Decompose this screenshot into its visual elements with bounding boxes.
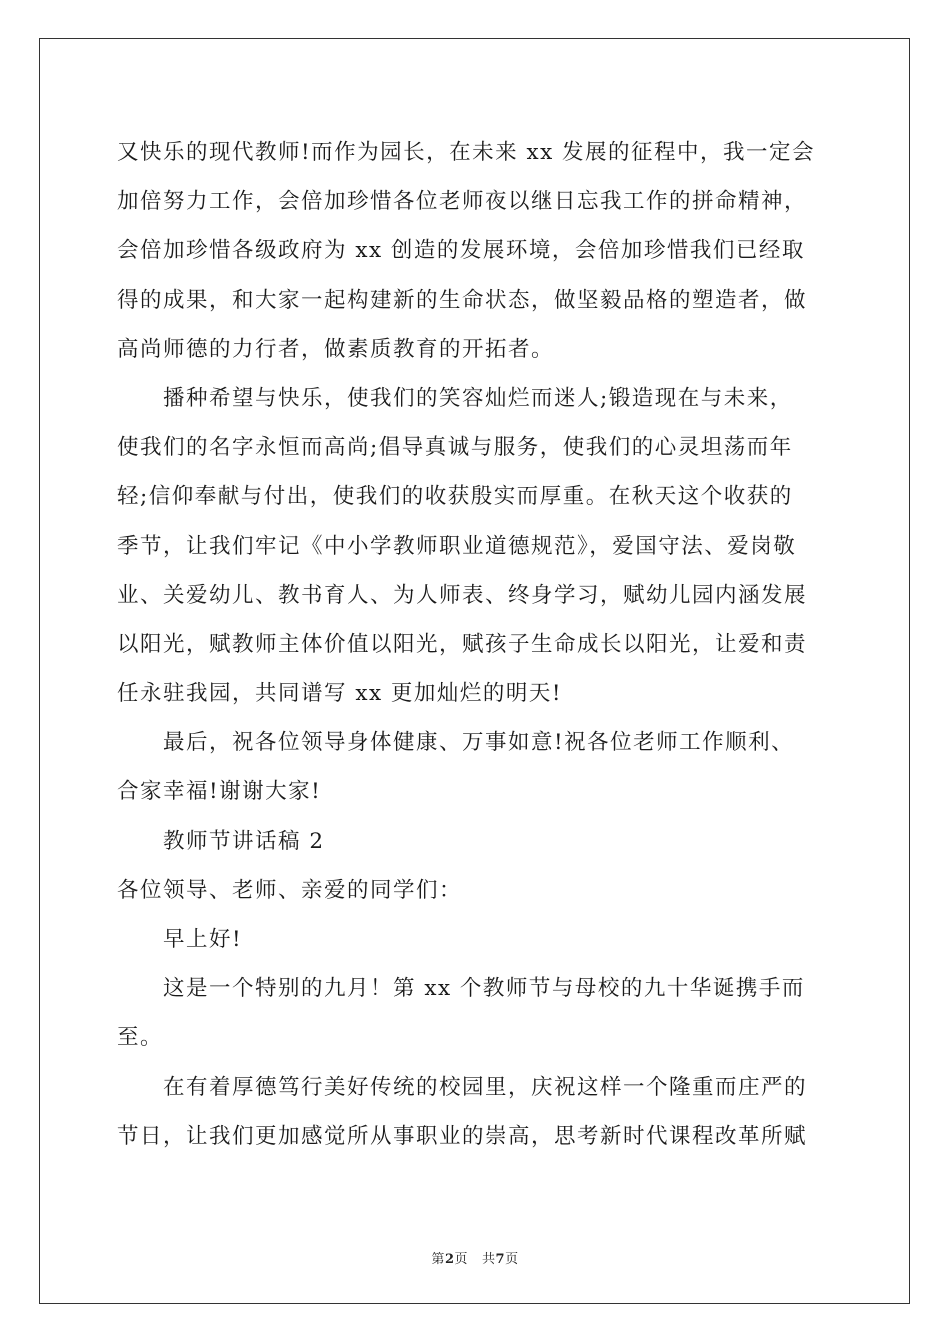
footer-total-suffix: 页: [505, 1252, 519, 1267]
text-line: 加倍努力工作，会倍加珍惜各位老师夜以继日忘我工作的拼命精神，: [117, 189, 808, 215]
text-line: 节日，让我们更加感觉所从事职业的崇高，思考新时代课程改革所赋: [117, 1123, 808, 1149]
text-line: 合家幸福!谢谢大家!: [117, 779, 322, 805]
text-line: 使我们的名字永恒而高尚;倡导真诚与服务，使我们的心灵坦荡而年: [117, 435, 793, 461]
salutation: 各位领导、老师、亲爱的同学们：: [117, 877, 463, 903]
footer-total-prefix: 共: [482, 1252, 496, 1267]
text-line: 季节，让我们牢记《中小学教师职业道德规范》，爱国守法、爱岗敬: [117, 533, 797, 559]
greeting: 早上好!: [117, 927, 243, 952]
text-line: 轻;信仰奉献与付出，使我们的收获殷实而厚重。在秋天这个收获的: [117, 484, 793, 510]
page-footer: [0, 1248, 950, 1267]
text-line: 播种希望与快乐，使我们的笑容灿烂而迷人;锻造现在与未来，: [117, 385, 793, 411]
text-line: 以阳光，赋教师主体价值以阳光，赋孩子生命成长以阳光，让爱和责: [117, 631, 808, 657]
document-body: [117, 128, 835, 1161]
text-line: 这是一个特别的九月！第 xx 个教师节与母校的九十华诞携手而: [117, 976, 805, 1002]
text-line: 业、关爱幼儿、教书育人、为人师表、终身学习，赋幼儿园内涵发展: [117, 582, 808, 608]
text-line: 会倍加珍惜各级政府为 xx 创造的发展环境，会倍加珍惜我们已经取: [117, 238, 805, 264]
text-line: 得的成果，和大家一起构建新的生命状态，做坚毅品格的塑造者，做: [117, 287, 808, 313]
text-line: 在有着厚德笃行美好传统的校园里，庆祝这样一个隆重而庄严的: [117, 1074, 808, 1100]
text-line: 至。: [117, 1025, 164, 1051]
text-line: 高尚师德的力行者，做素质教育的开拓者。: [117, 336, 555, 362]
text-line: 又快乐的现代教师!而作为园长，在未来 xx 发展的征程中，我一定会: [117, 140, 816, 165]
footer-page-suffix: 页: [454, 1252, 468, 1267]
text-line: 任永驻我园，共同谱写 xx 更加灿烂的明天!: [117, 681, 563, 707]
section-heading: 教师节讲话稿 2: [117, 828, 325, 854]
footer-prefix: 第: [431, 1252, 445, 1267]
total-pages-number: 7: [495, 1252, 506, 1267]
text-line: 最后，祝各位领导身体健康、万事如意!祝各位老师工作顺利、: [117, 730, 795, 756]
current-page-number: 2: [444, 1252, 455, 1267]
